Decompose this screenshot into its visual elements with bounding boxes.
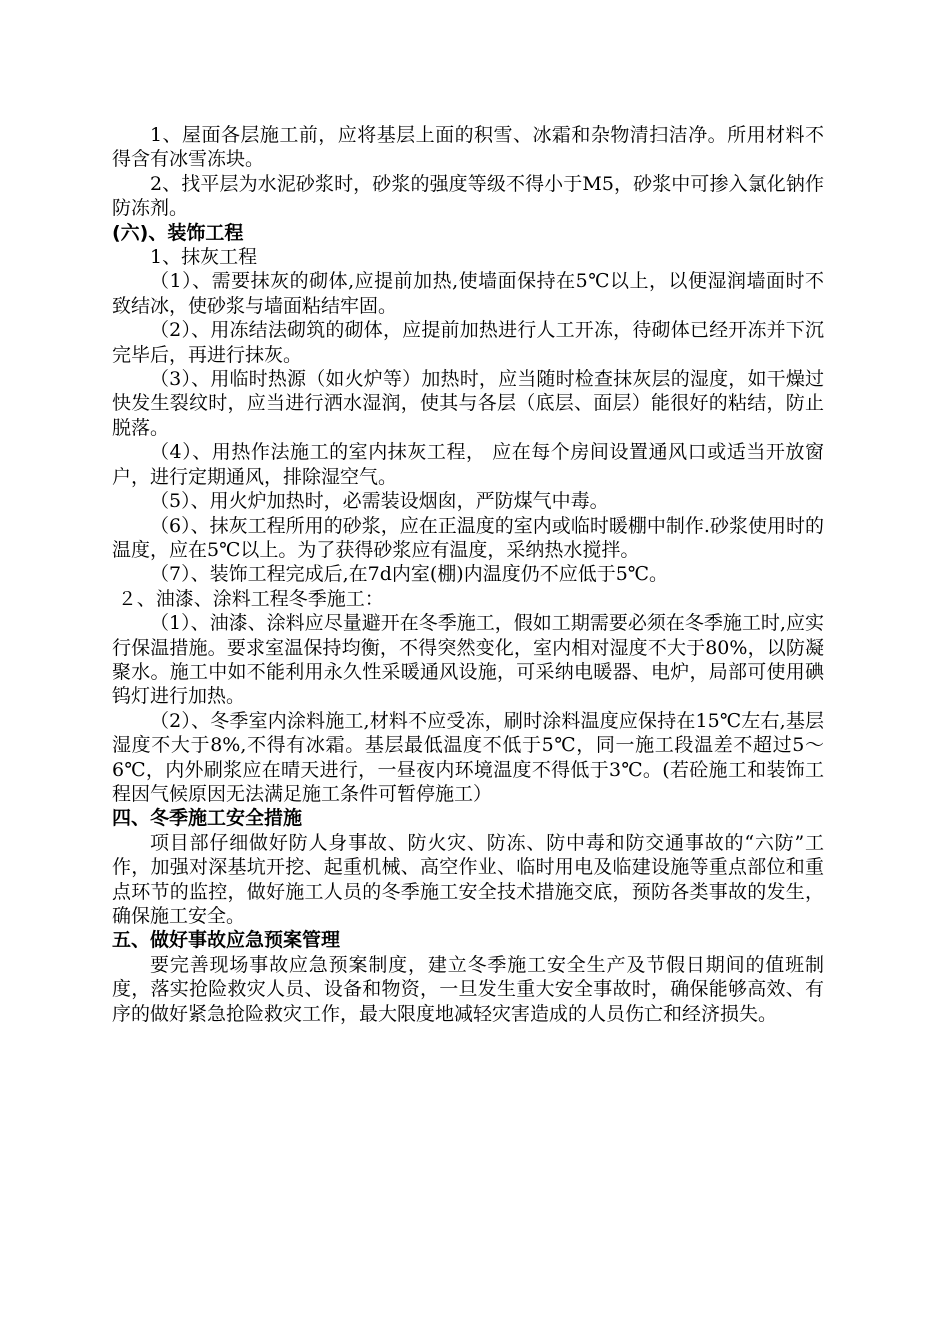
paragraph: 2、找平层为水泥砂浆时，砂浆的强度等级不得小于M5，砂浆中可掺入氯化钠作防冻剂。 (112, 172, 824, 220)
paragraph: （2）、用冻结法砌筑的砌体，应提前加热进行人工开冻，待砌体已经开冻并下沉完毕后，再进行抹灰。 (112, 319, 824, 366)
paragraph: （1）、需要抹灰的砌体,应提前加热,使墙面保持在5℃以上，以便湿润墙面时不致结冰，使砂浆与墙面粘结牢固。 (112, 270, 824, 317)
paragraph: （1）、油漆、涂料应尽量避开在冬季施工，假如工期需要必须在冬季施工时,应实行保温措施。要求室温保持均衡，不得突然变化，室内相对湿度不大于80%，以防凝聚水。施工中如不能利用永久性采暖通风设施，可采纳电暖器、电炉，局部可使用碘钨灯进行加热。 (112, 612, 824, 708)
section-heading: 五、做好事故应急预案管理 (112, 929, 341, 952)
paragraph: （2）、冬季室内涂料施工,材料不应受冻，刷时涂料温度应保持在15℃左右,基层湿度不大于8%,不得有冰霜。基层最低温度不低于5℃，同一施工段温差不超过5～6℃，内外刷浆应在晴天进行，一昼夜内环境温度不得低于3℃。(若砼施工和装饰工程因气候原因无法满足施工条件可暂停施工） (112, 709, 824, 805)
paragraph: ２、油漆、涂料工程冬季施工： (117, 587, 384, 610)
paragraph: 要完善现场事故应急预案制度，建立冬季施工安全生产及节假日期间的值班制度，落实抢险救灾人员、设备和物资，一旦发生重大安全事故时，确保能够高效、有序的做好紧急抢险救灾工作，最大限度地减轻灾害造成的人员伤亡和经济损失。 (112, 953, 824, 1025)
paragraph: （6）、抹灰工程所用的砂浆，应在正温度的室内或临时暖棚中制作.砂浆使用时的温度，应在5℃以上。为了获得砂浆应有温度，采纳热水搅拌。 (112, 514, 824, 561)
paragraph: （4）、用热作法施工的室内抹灰工程， 应在每个房间设置通风口或适当开放窗户，进行定期通风，排除湿空气。 (112, 441, 824, 488)
paragraph: 项目部仔细做好防人身事故、防火灾、防冻、防中毒和防交通事故的“六防”工作，加强对深基坑开挖、起重机械、高空作业、临时用电及临建设施等重点部位和重点环节的监控，做好施工人员的冬季施工安全技术措施交底，预防各类事故的发生，确保施工安全。 (112, 831, 824, 927)
section-heading: 四、冬季施工安全措施 (112, 807, 303, 830)
paragraph: 1、抹灰工程 (150, 246, 258, 269)
paragraph: 1、屋面各层施工前，应将基层上面的积雪、冰霜和杂物清扫洁净。所用材料不得含有冰雪冻块。 (112, 124, 824, 171)
paragraph: （3）、用临时热源（如火炉等）加热时，应当随时检查抹灰层的湿度，如干燥过快发生裂纹时，应当进行洒水湿润，使其与各层（底层、面层）能很好的粘结，防止脱落。 (112, 368, 824, 439)
document-body (112, 123, 824, 1026)
paragraph: （7）、装饰工程完成后,在7d内室(棚)内温度仍不应低于5℃。 (150, 563, 669, 586)
paragraph: （5）、用火炉加热时，必需装设烟囱，严防煤气中毒。 (150, 490, 609, 513)
section-heading: (六)、装饰工程 (112, 221, 244, 244)
